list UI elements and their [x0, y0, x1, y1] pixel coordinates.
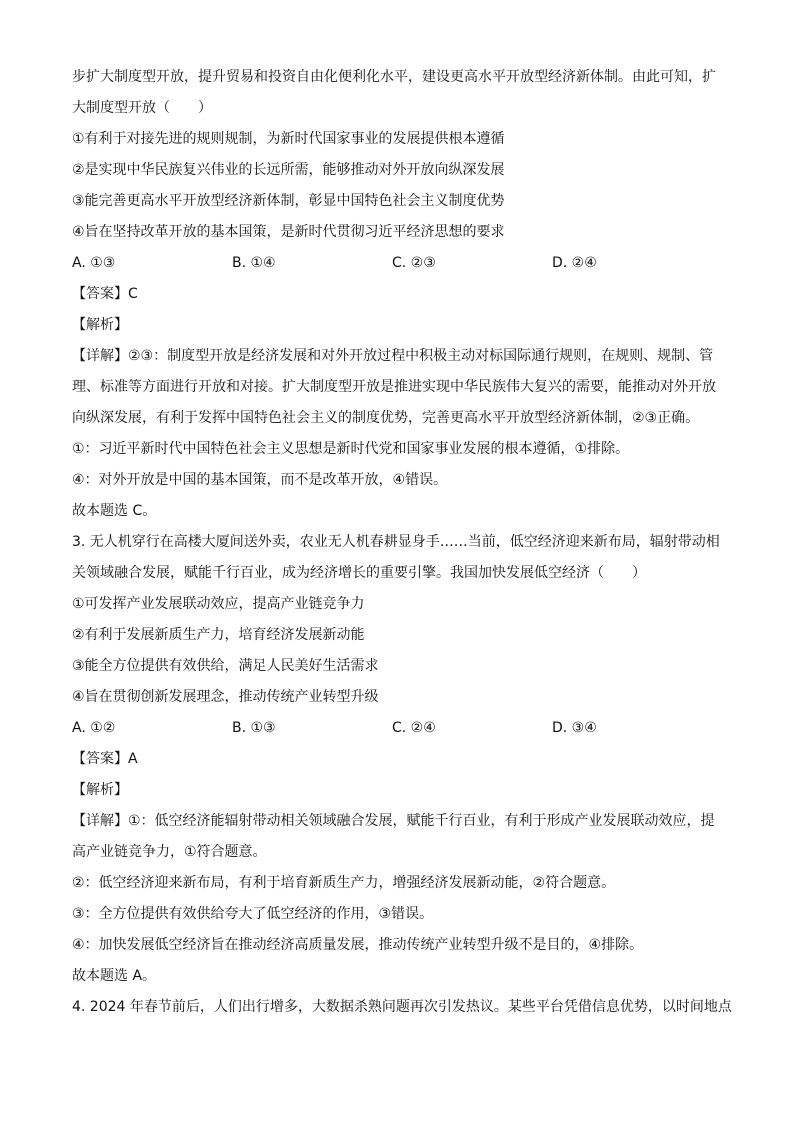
q2-stem-line-2: 大制度型开放（ ） — [72, 100, 212, 116]
q3-detail-line-5: ④：加快发展低空经济旨在推动经济高质量发展，推动传统产业转型升级不是目的，④排除。 — [72, 937, 644, 953]
q3-analysis-label: 【解析】 — [72, 782, 128, 798]
q2-options — [72, 248, 722, 279]
q2-stem-line-1: 步扩大制度型开放，提升贸易和投资自由化便利化水平，建设更高水平开放型经济新体制。由此可知，扩 — [72, 69, 716, 85]
q2-detail-line-3: 向纵深发展，有利于发挥中国特色社会主义的制度优势，完善更高水平开放型经济新体制，②③正确。 — [72, 410, 700, 426]
q2-item-1: ①有利于对接先进的规则规制，为新时代国家事业的发展提供根本遵循 — [72, 131, 505, 147]
q3-detail-line-3: ②：低空经济迎来新布局，有利于培育新质生产力，增强经济发展新动能，②符合题意。 — [72, 875, 616, 891]
q3-option-d: D. ③④ — [552, 720, 597, 736]
q3-item-1: ①可发挥产业发展联动效应，提高产业链竞争力 — [72, 596, 365, 612]
q3-item-3: ③能全方位提供有效供给，满足人民美好生活需求 — [72, 658, 379, 674]
q2-conclusion: 故本题选 C。 — [72, 503, 157, 519]
q2-option-a: A. ①③ — [72, 255, 116, 271]
q2-detail-line-2: 理、标准等方面进行开放和对接。扩大制度型开放是推进实现中华民族伟大复兴的需要，能推动对外开放 — [72, 379, 716, 395]
q3-item-4: ④旨在贯彻创新发展理念，推动传统产业转型升级 — [72, 689, 379, 705]
q3-stem-line-2: 关领域融合发展，赋能千行百业，成为经济增长的重要引擎。我国加快发展低空经济（ ） — [72, 565, 646, 581]
q2-option-c: C. ②③ — [392, 255, 436, 271]
q3-options — [72, 713, 722, 744]
q3-stem-line-1: 3. 无人机穿行在高楼大厦间送外卖，农业无人机春耕显身手……当前，低空经济迎来新布局，辐射带动相 — [72, 534, 720, 550]
q3-option-c: C. ②④ — [392, 720, 436, 736]
q4-stem-line-1: 4. 2024 年春节前后，人们出行增多，大数据杀熟问题再次引发热议。某些平台凭借信息优势，以时间地点 — [72, 999, 732, 1015]
document-page — [72, 62, 732, 1023]
q3-option-a: A. ①② — [72, 720, 116, 736]
q2-detail-line-5: ④：对外开放是中国的基本国策，而不是改革开放，④错误。 — [72, 472, 448, 488]
q2-item-3: ③能完善更高水平开放型经济新体制，彰显中国特色社会主义制度优势 — [72, 193, 505, 209]
q2-option-d: D. ②④ — [552, 255, 597, 271]
q3-detail-line-2: 高产业链竞争力，①符合题意。 — [72, 844, 267, 860]
q2-detail-line-1: 【详解】②③：制度型开放是经济发展和对外开放过程中积极主动对标国际通行规则，在规则、规制、管 — [72, 348, 714, 364]
q2-detail-line-4: ①：习近平新时代中国特色社会主义思想是新时代党和国家事业发展的根本遵循，①排除。 — [72, 441, 630, 457]
q2-option-b: B. ①④ — [232, 255, 276, 271]
q3-detail-line-4: ③：全方位提供有效供给夸大了低空经济的作用，③错误。 — [72, 906, 434, 922]
q3-detail-line-1: 【详解】①：低空经济能辐射带动相关领域融合发展，赋能千行百业，有利于形成产业发展联动效应，提 — [72, 813, 715, 829]
q3-item-2: ②有利于发展新质生产力，培育经济发展新动能 — [72, 627, 365, 643]
q2-analysis-label: 【解析】 — [72, 317, 128, 333]
q2-answer: 【答案】C — [72, 286, 138, 302]
q3-option-b: B. ①③ — [232, 720, 276, 736]
q3-conclusion: 故本题选 A。 — [72, 968, 157, 984]
q2-item-4: ④旨在坚持改革开放的基本国策，是新时代贯彻习近平经济思想的要求 — [72, 224, 505, 240]
q3-answer: 【答案】A — [72, 751, 138, 767]
q2-item-2: ②是实现中华民族复兴伟业的长远所需，能够推动对外开放向纵深发展 — [72, 162, 505, 178]
